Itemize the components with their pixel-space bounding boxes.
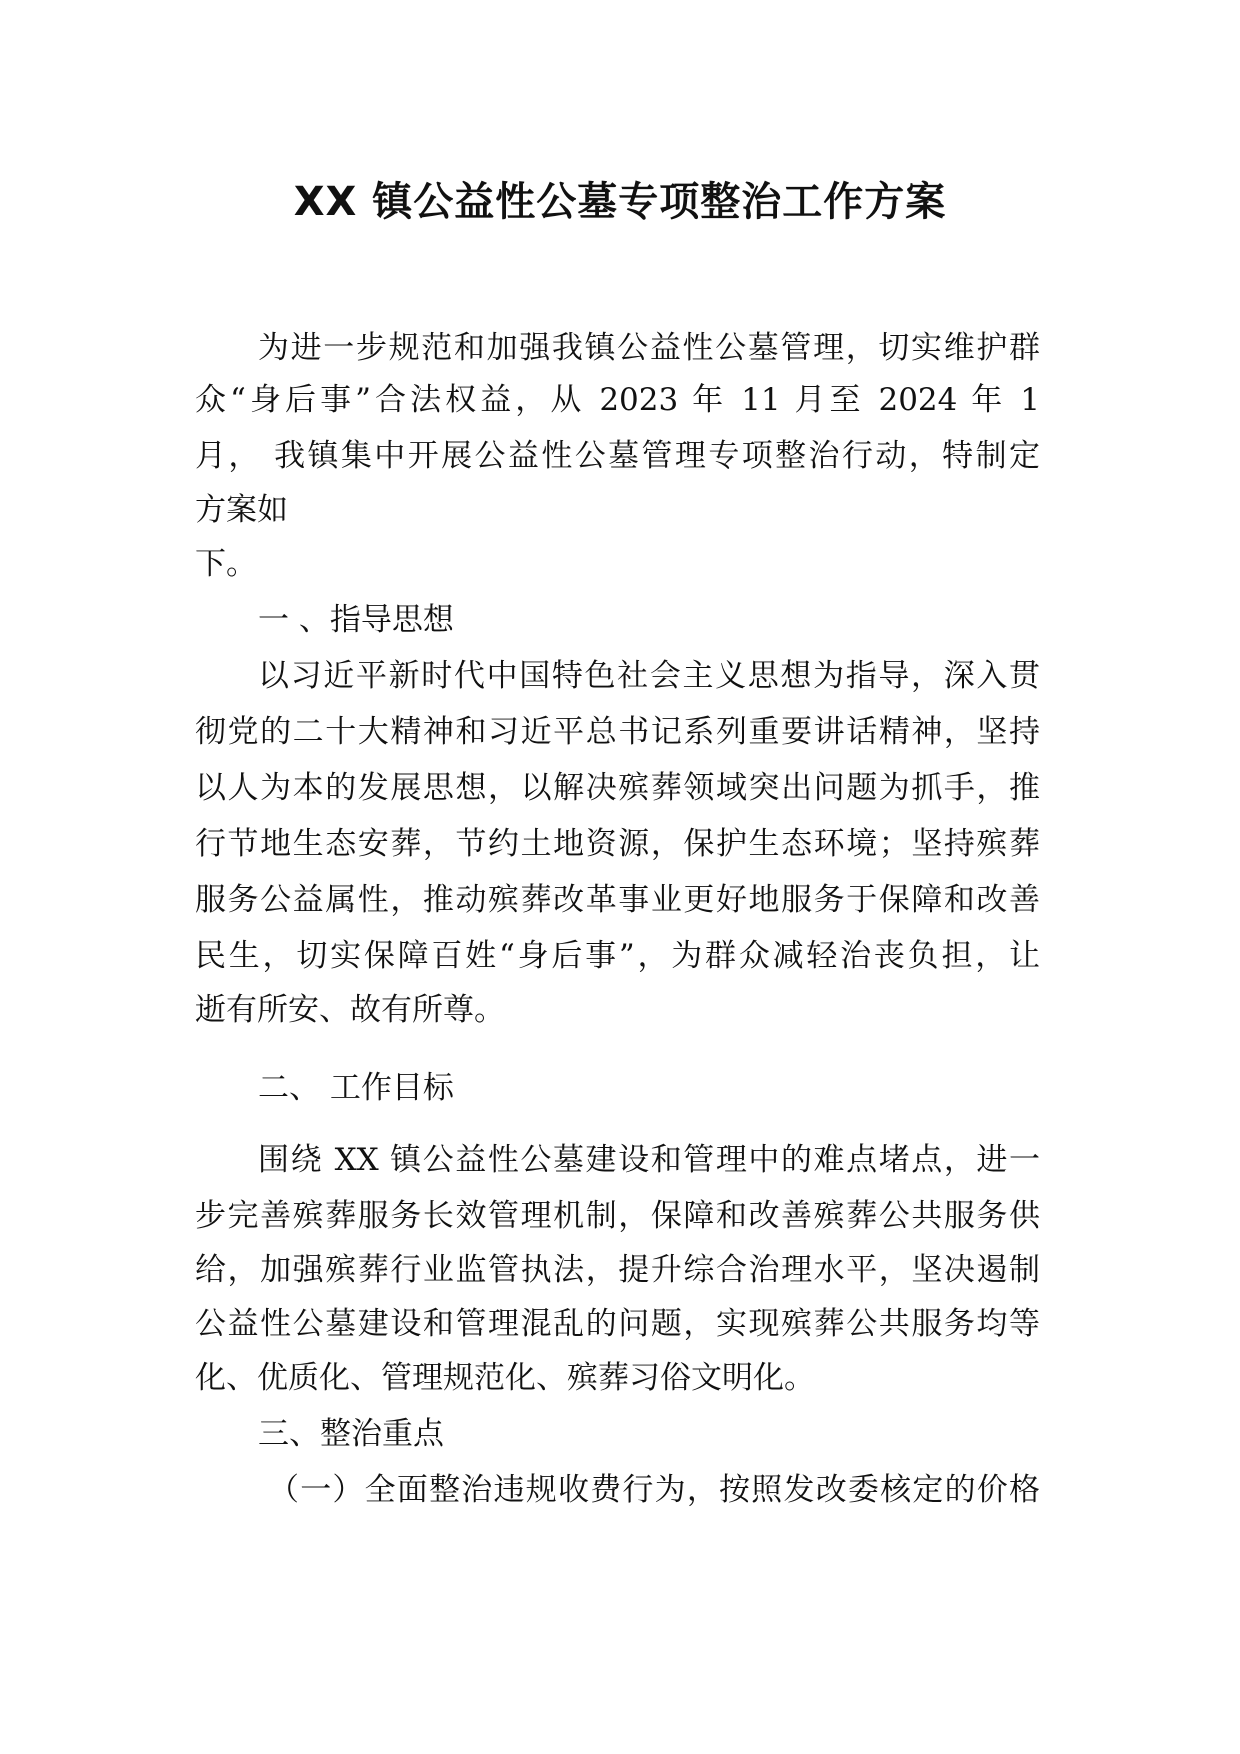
section1-line-7: 逝有所安、故有所尊。 (195, 992, 505, 1028)
section2-line-1: 围绕 XX 镇公益性公墓建设和管理中的难点堵点，进一 (258, 1142, 1040, 1178)
intro-line-4: 方案如 (195, 492, 288, 528)
section1-line-6: 民生，切实保障百姓“身后事”，为群众减轻治丧负担，让 (195, 938, 1040, 974)
intro-line-3: 月， 我镇集中开展公益性公墓管理专项整治行动，特制定 (195, 438, 1040, 474)
section1-line-4: 行节地生态安葬，节约土地资源，保护生态环境；坚持殡葬 (195, 826, 1040, 862)
document-title: XX 镇公益性公墓专项整治工作方案 (293, 179, 947, 225)
section1-line-5: 服务公益属性，推动殡葬改革事业更好地服务于保障和改善 (195, 882, 1040, 918)
section-heading-3: 三、整治重点 (258, 1416, 444, 1452)
section2-line-4: 公益性公墓建设和管理混乱的问题，实现殡葬公共服务均等 (195, 1306, 1040, 1342)
section1-line-2: 彻党的二十大精神和习近平总书记系列重要讲话精神，坚持 (195, 714, 1040, 750)
intro-line-5: 下。 (195, 546, 257, 582)
section1-line-3: 以人为本的发展思想，以解决殡葬领域突出问题为抓手，推 (195, 770, 1040, 806)
intro-line-1: 为进一步规范和加强我镇公益性公墓管理，切实维护群 (258, 330, 1040, 366)
section2-line-2: 步完善殡葬服务长效管理机制，保障和改善殡葬公共服务供 (195, 1198, 1040, 1234)
section-heading-1: 一 、指导思想 (258, 602, 454, 638)
section1-line-1: 以习近平新时代中国特色社会主义思想为指导，深入贯 (258, 658, 1040, 694)
section-heading-2: 二、 工作目标 (258, 1070, 454, 1106)
intro-line-2: 众“身后事”合法权益，从 2023 年 11 月至 2024 年 1 (195, 382, 1040, 418)
section2-line-3: 给，加强殡葬行业监管执法，提升综合治理水平，坚决遏制 (195, 1252, 1040, 1288)
section3-item-1-line-1: （一）全面整治违规收费行为，按照发改委核定的价格 (268, 1472, 1040, 1508)
section2-line-5: 化、优质化、管理规范化、殡葬习俗文明化。 (195, 1360, 815, 1396)
